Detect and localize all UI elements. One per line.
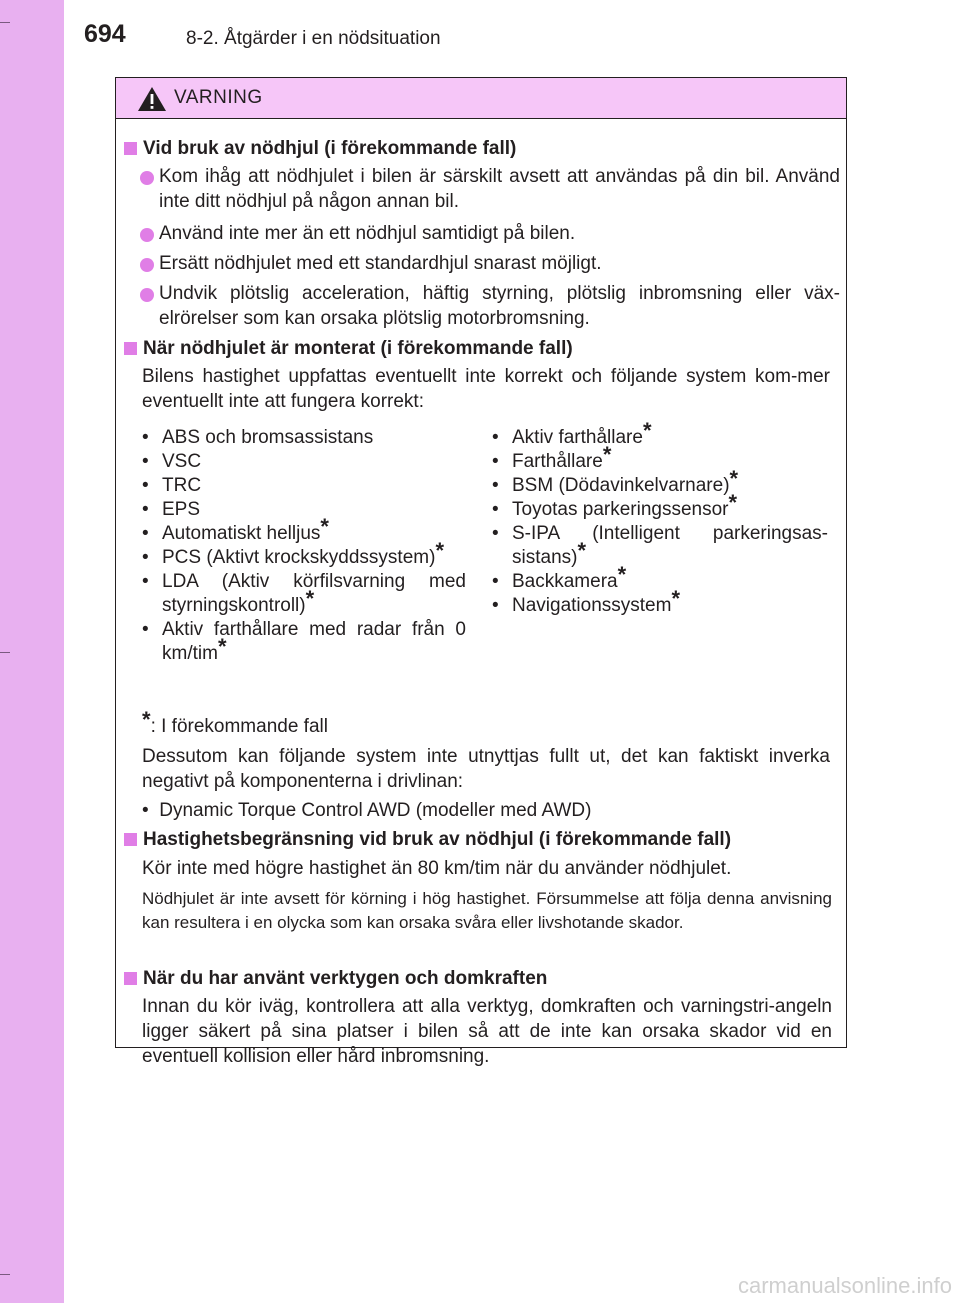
list-item-text: PCS (Aktivt krockskyddssystem) [162,547,436,568]
page-number: 694 [84,20,126,48]
square-bullet-icon [124,142,137,155]
list-bullet: • [492,451,499,472]
round-bullet-icon [140,171,154,185]
bullet-text: Använd inte mer än ett nödhjul samtidigt på bilen. [159,223,576,244]
list-bullet: • [492,499,499,520]
footnote-star: * [671,586,681,611]
list-item-text: Aktiv farthållare [512,427,643,448]
list-item-text: LDA (Aktiv körfilsvarning med styrningskontroll) [162,571,466,616]
list-item [142,538,466,570]
bullet-text: Kom ihåg att nödhjulet i bilen är särskilt avsett att användas på din bil. Använd inte ditt nödhjul på någon annan bil. [159,166,840,212]
list-bullet: • [142,547,149,568]
footnote-star: * [217,634,227,659]
round-bullet-icon [140,288,154,302]
paragraph: Innan du kör iväg, kontrollera att alla verktyg, domkraften och varningstri-angeln ligger säkert på sina platser i bilen så att de inte kan orsaka skador vid en eventuell kollision eller hård inbromsning. [142,996,832,1067]
list-item [142,514,466,546]
list-bullet: • [142,475,149,496]
list-item-text: EPS [162,499,201,520]
round-bullet-icon [140,258,154,272]
list-item-text: Automatiskt helljus [162,523,321,544]
list-item [492,562,828,594]
footnote-text: : I förekommande fall [150,716,328,737]
list-bullet: • [142,571,149,592]
list-item [142,474,466,498]
footnote-star: * [142,707,151,732]
system-list-right [492,418,828,618]
list-item [142,426,466,450]
list-item [142,570,466,618]
paragraph: Kör inte med högre hastighet än 80 km/tim när du använder nödhjulet. [142,858,732,879]
warning-header [116,78,846,119]
list-item [142,798,830,823]
list-item [492,418,828,450]
footnote-star: * [728,490,738,515]
system-list-left [142,426,466,666]
square-bullet-icon [124,972,137,985]
paragraph-note: Nödhjulet är inte avsett för körning i hög hastighet. Försummelse att följa denna anvisning kan resultera i en olycka som kan orsaka svåra eller livshotande skador. [142,889,832,932]
section-title: 8-2. Åtgärder i en nödsituation [186,28,441,49]
square-bullet-icon [124,342,137,355]
list-item [142,498,466,522]
warning-box [115,77,847,1067]
bullet-text: Undvik plötslig acceleration, häftig styrning, plötslig inbromsning eller väx-elrörelser som kan orsaka plötslig motorbromsning. [159,283,840,329]
bullet-text: Ersätt nödhjulet med ett standardhjul snarast möjligt. [159,253,602,274]
section-heading-text: När du har använt verktygen och domkraften [143,968,548,989]
round-bullet-icon [140,228,154,242]
warning-triangle-icon [137,86,167,112]
footnote-star: * [577,538,587,563]
section-heading [124,136,839,161]
list-item [492,466,828,498]
footnote-star: * [642,418,652,443]
list-bullet: • [142,499,149,520]
list-item [492,522,828,570]
section-heading [124,966,839,991]
footnote-star: * [305,586,315,611]
section-heading-text: Vid bruk av nödhjul (i förekommande fall) [143,138,517,159]
list-bullet: • [142,523,149,544]
list-item-text: VSC [162,451,202,472]
footnote-star: * [617,562,627,587]
list-item-text: Navigationssystem [512,595,672,616]
list-item [492,586,828,618]
side-margin-strip [0,0,64,1303]
list-item-text: Backkamera [512,571,618,592]
list-item [142,450,466,474]
list-bullet: • [142,451,149,472]
list-bullet: • [492,595,499,616]
list-item-text: Farthållare [512,451,603,472]
footnote [142,707,830,739]
watermark: carmanualsonline.info [737,1273,952,1298]
footnote-star: * [602,442,612,467]
list-item [492,490,828,522]
list-item [492,442,828,474]
list-bullet: • [492,523,499,544]
list-item-text: Dynamic Torque Control AWD (modeller med AWD) [159,800,592,821]
footnote-star: * [320,514,329,539]
paragraph: Dessutom kan följande system inte utnyttjas fullt ut, det kan faktiskt inverka negativt på komponenterna i drivlinan: [142,746,830,792]
square-bullet-icon [124,833,137,846]
list-item-text: ABS och bromsassistans [162,427,374,448]
list-bullet: • [142,800,149,821]
warning-label: VARNING [174,87,263,108]
list-item-text: BSM (Dödavinkelvarnare) [512,475,730,496]
list-bullet: • [492,475,499,496]
section-heading-text: Hastighetsbegränsning vid bruk av nödhjul (i förekommande fall) [143,829,732,850]
section-heading [124,336,839,361]
footnote-star: * [435,538,444,563]
section-heading [124,827,839,852]
list-bullet: • [142,619,149,640]
footnote-star: * [729,466,739,491]
crop-mark [0,22,10,23]
crop-mark [0,652,10,653]
list-item-text: S-IPA (Intelligent parkeringsas-sistans) [512,523,828,568]
list-bullet: • [492,571,499,592]
list-bullet: • [142,427,149,448]
list-item [142,618,466,666]
list-bullet: • [492,427,499,448]
crop-mark [0,1274,10,1275]
paragraph: Bilens hastighet uppfattas eventuellt inte korrekt och följande system kom-mer eventuellt inte att fungera korrekt: [142,366,830,412]
list-item-text: TRC [162,475,202,496]
list-item-text: Toyotas parkeringssensor [512,499,729,520]
section-heading-text: När nödhjulet är monterat (i förekommande fall) [143,338,573,359]
list-item-text: Aktiv farthållare med radar från 0 km/tim [162,619,466,664]
